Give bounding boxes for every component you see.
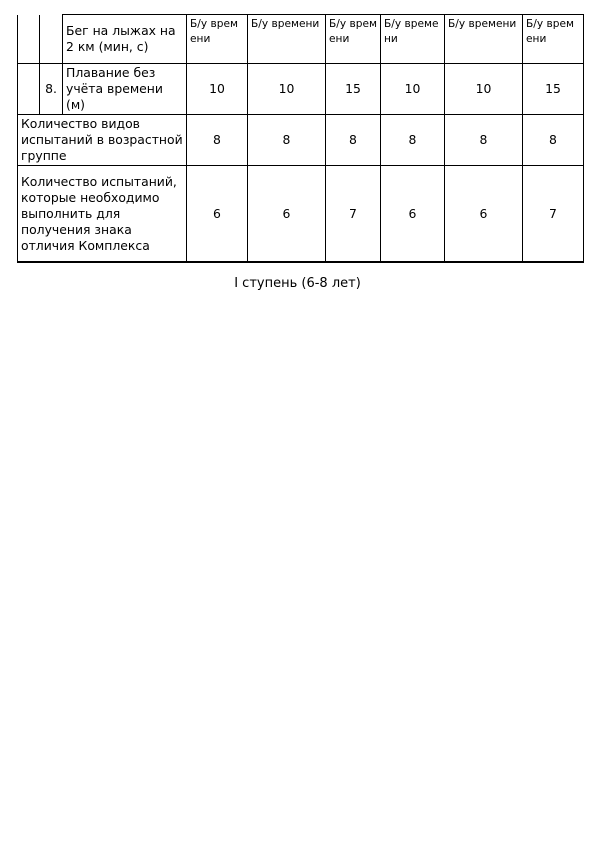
value-cell: 6 (445, 166, 523, 263)
value-cell: 8 (381, 115, 445, 166)
value-cell: Б/у времени (187, 15, 248, 64)
value-cell: 6 (187, 166, 248, 263)
value-cell: 8 (326, 115, 381, 166)
row-number-cell: 8. (40, 64, 63, 115)
value-cell: 10 (445, 64, 523, 115)
empty-cell (18, 15, 40, 64)
value-cell: Б/у времени (381, 15, 445, 64)
table-row-test-count (18, 115, 584, 166)
value-cell: 6 (248, 166, 326, 263)
value-cell: 8 (248, 115, 326, 166)
value-cell: 7 (326, 166, 381, 263)
value-cell: 10 (187, 64, 248, 115)
value-cell: 6 (381, 166, 445, 263)
summary-label-cell: Количество видов испытаний в возрастной группе (18, 115, 187, 166)
table-row-swim (18, 64, 584, 115)
table-row-ski (18, 15, 584, 64)
summary-label-cell: Количество испытаний, которые необходимо выполнить для получения знака отличия Комплекса (18, 166, 187, 263)
test-name-cell: Бег на лыжах на 2 км (мин, с) (63, 15, 187, 64)
value-cell: 10 (248, 64, 326, 115)
stage-heading: I ступень (6-8 лет) (234, 276, 361, 291)
test-name-cell: Плавание без учёта времени (м) (63, 64, 187, 115)
value-cell: 8 (445, 115, 523, 166)
value-cell: Б/у времени (326, 15, 381, 64)
value-cell: 10 (381, 64, 445, 115)
empty-cell (40, 15, 63, 64)
standards-table (17, 14, 584, 263)
table-row-required-tests (18, 166, 584, 263)
value-cell: 7 (523, 166, 584, 263)
value-cell: 8 (523, 115, 584, 166)
value-cell: Б/у времени (523, 15, 584, 64)
value-cell: 15 (523, 64, 584, 115)
value-cell: Б/у времени (248, 15, 326, 64)
empty-cell (18, 64, 40, 115)
value-cell: 8 (187, 115, 248, 166)
value-cell: Б/у времени (445, 15, 523, 64)
value-cell: 15 (326, 64, 381, 115)
